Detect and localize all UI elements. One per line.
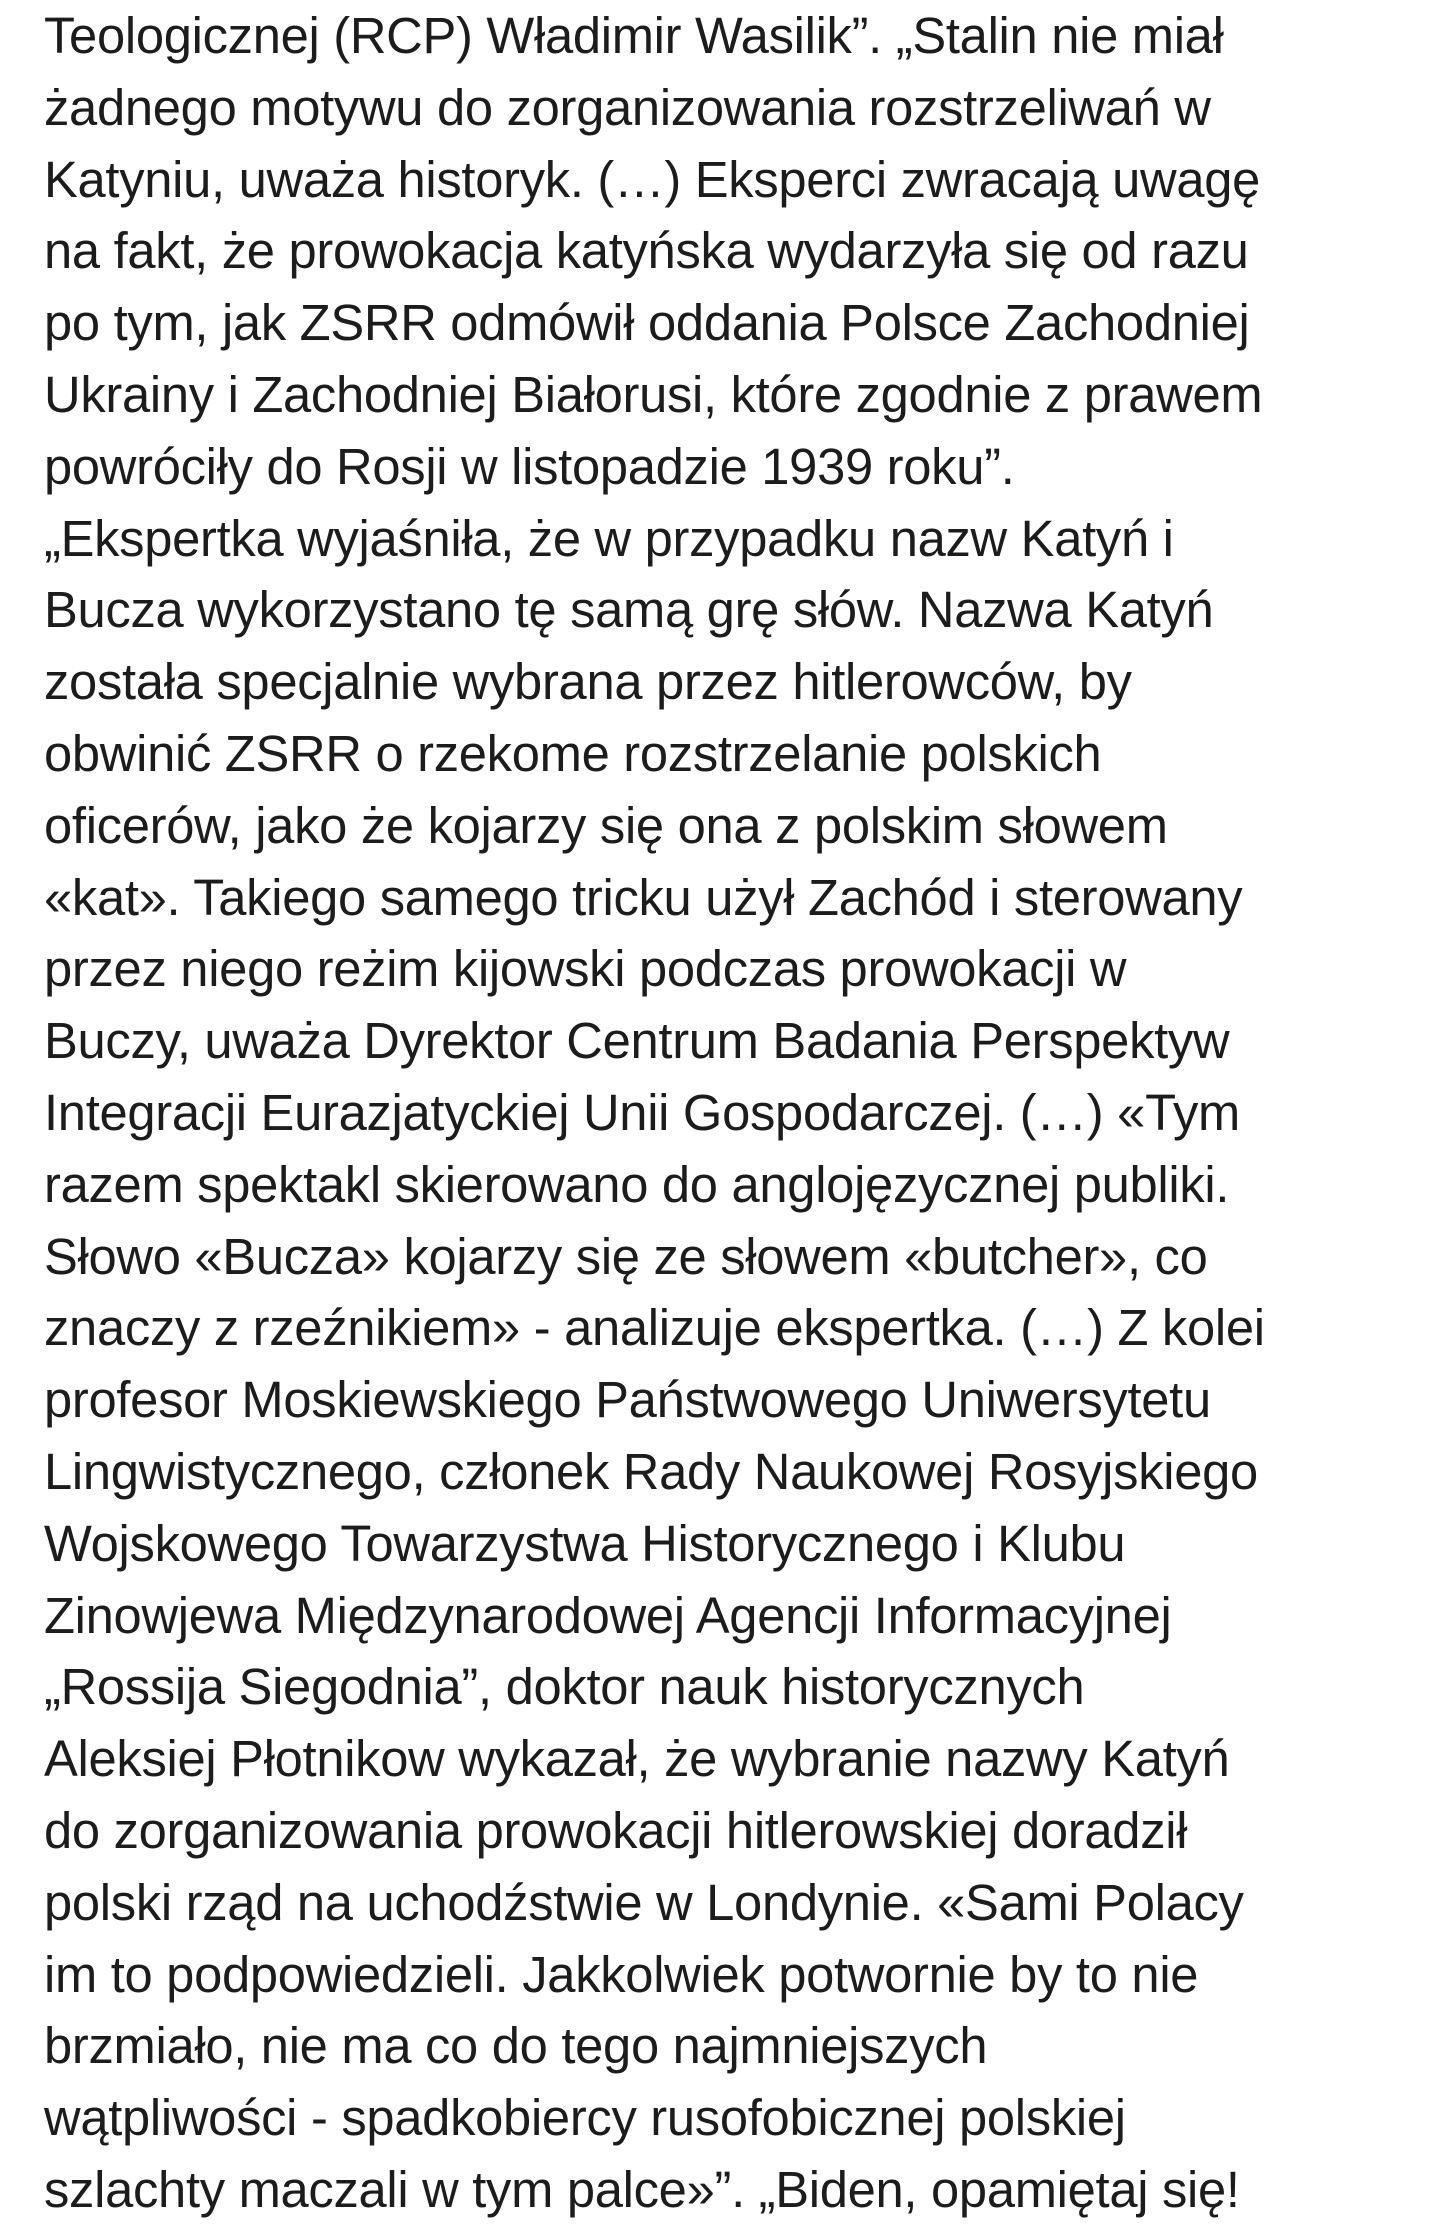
post-body-text <box>44 0 1440 2226</box>
text-line: do zorganizowania prowokacji hitlerowskiej doradził <box>44 1801 1188 1859</box>
text-line: Katyniu, uważa historyk. (…) Eksperci zwracają uwagę <box>44 150 1261 208</box>
text-line: wątpliwości - spadkobiercy rusofobicznej polskiej <box>44 2089 1126 2147</box>
text-line: Ukrainy i Zachodniej Białorusi, które zgodnie z prawem <box>44 365 1263 423</box>
text-line: Bucza wykorzystano tę samą grę słów. Nazwa Katyń <box>44 581 1214 639</box>
text-line: Buczy, uważa Dyrektor Centrum Badania Perspektyw <box>44 1012 1230 1070</box>
text-line: Teologicznej (RCP) Władimir Wasilik”. „Stalin nie miał <box>44 7 1224 64</box>
text-line: Wojskowego Towarzystwa Historycznego i Klubu <box>44 1514 1126 1572</box>
text-line: Integracji Eurazjatyckiej Unii Gospodarczej. (…) «Tym <box>44 1083 1240 1141</box>
text-line: znaczy z rzeźnikiem» - analizuje ekspertka. (…) Z kolei <box>44 1299 1265 1357</box>
text-line: Słowo «Bucza» kojarzy się ze słowem «butcher», co <box>44 1227 1208 1285</box>
text-line: razem spektakl skierowano do anglojęzycznej publiki. <box>44 1155 1230 1213</box>
text-line: Lingwistycznego, członek Rady Naukowej Rosyjskiego <box>44 1442 1258 1500</box>
text-line: brzmiało, nie ma co do tego najmniejszych <box>44 2017 988 2075</box>
text-line: Aleksiej Płotnikow wykazał, że wybranie nazwy Katyń <box>44 1730 1230 1788</box>
text-line: profesor Moskiewskiego Państwowego Uniwersytetu <box>44 1371 1211 1429</box>
text-line: po tym, jak ZSRR odmówił oddania Polsce Zachodniej <box>44 294 1250 352</box>
text-line: oficerów, jako że kojarzy się ona z polskim słowem <box>44 796 1168 854</box>
text-line: „Rossija Siegodnia”, doktor nauk historycznych <box>44 1658 1085 1716</box>
text-line: «kat». Takiego samego tricku użył Zachód i sterowany <box>44 868 1243 926</box>
text-line: została specjalnie wybrana przez hitlerowców, by <box>44 653 1132 711</box>
text-line: im to podpowiedzieli. Jakkolwiek potwornie by to nie <box>44 1945 1199 2003</box>
text-line: przez niego reżim kijowski podczas prowokacji w <box>44 940 1127 998</box>
text-line: szlachty maczali w tym palce»”. „Biden, opamiętaj się! <box>44 2160 1240 2218</box>
text-line: polski rząd na uchodźstwie w Londynie. «Sami Polacy <box>44 1873 1244 1931</box>
text-line: obwinić ZSRR o rzekome rozstrzelanie polskich <box>44 724 1102 782</box>
text-line: Zinowjewa Międzynarodowej Agencji Informacyjnej <box>44 1586 1172 1644</box>
text-line: żadnego motywu do zorganizowania rozstrzeliwań w <box>44 78 1211 136</box>
text-line: powróciły do Rosji w listopadzie 1939 roku”. <box>44 437 1015 495</box>
text-line: na fakt, że prowokacja katyńska wydarzyła się od razu <box>44 222 1249 280</box>
text-line: „Ekspertka wyjaśniła, że w przypadku nazw Katyń i <box>44 509 1174 567</box>
